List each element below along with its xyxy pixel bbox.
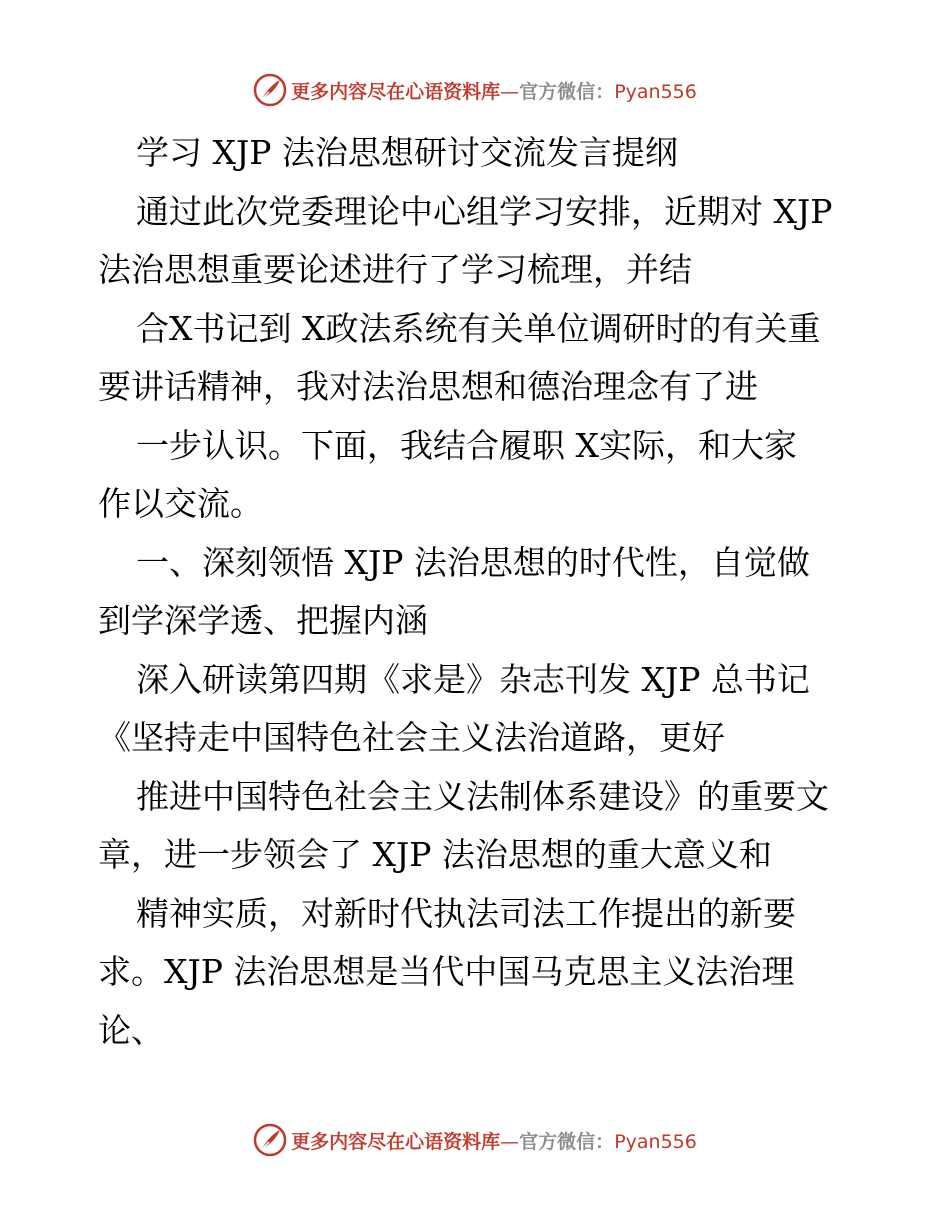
watermark-wechat-id: Pyan556 [614, 80, 697, 103]
watermark-site-text: 更多内容尽在心语资料库 [291, 1130, 501, 1153]
section-heading-line: 一、深刻领悟 XJP 法治思想的时代性，自觉做 [136, 542, 810, 582]
quill-feather-icon [253, 1123, 287, 1157]
document-body [98, 124, 868, 1060]
paragraph-line: 一步认识。下面，我结合履职 X实际，和大家 [136, 425, 797, 465]
paragraph-line: 精神实质，对新时代执法司法工作提出的新要 [136, 893, 796, 933]
paragraph-line: 推进中国特色社会主义法制体系建设》的重要文 [136, 776, 829, 816]
paragraph-line: 通过此次党委理论中心组学习安排，近期对 XJP [136, 191, 833, 231]
paragraph-line: 论、 [98, 1010, 164, 1050]
section-heading-line: 到学深学透、把握内涵 [98, 601, 428, 640]
footer-watermark [0, 1122, 950, 1158]
watermark-label: 官方微信： [519, 1130, 615, 1153]
paragraph-line: 作以交流。 [98, 484, 263, 523]
watermark-site-text: 更多内容尽在心语资料库 [291, 80, 501, 103]
document-title: 学习 XJP 法治思想研讨交流发言提纲 [136, 133, 678, 172]
header-watermark [0, 72, 950, 108]
quill-feather-icon [253, 73, 287, 107]
paragraph-line: 深入研读第四期《求是》杂志刊发 XJP 总书记 [136, 659, 810, 699]
watermark-label: 官方微信： [519, 80, 615, 103]
watermark-dash: — [500, 80, 520, 103]
watermark-dash: — [500, 1130, 520, 1153]
paragraph-line: 要讲话精神，我对法治思想和德治理念有了进 [98, 367, 758, 406]
paragraph-line: 章，进一步领会了 XJP 法治思想的重大意义和 [98, 835, 772, 874]
paragraph-line: 《坚持走中国特色社会主义法治道路，更好 [98, 718, 725, 757]
paragraph-line: 法治思想重要论述进行了学习梳理，并结 [98, 250, 692, 289]
paragraph-line: 合X书记到 X政法系统有关单位调研时的有关重 [136, 308, 821, 348]
paragraph-line: 求。XJP 法治思想是当代中国马克思主义法治理 [98, 952, 795, 991]
watermark-wechat-id: Pyan556 [614, 1130, 697, 1153]
